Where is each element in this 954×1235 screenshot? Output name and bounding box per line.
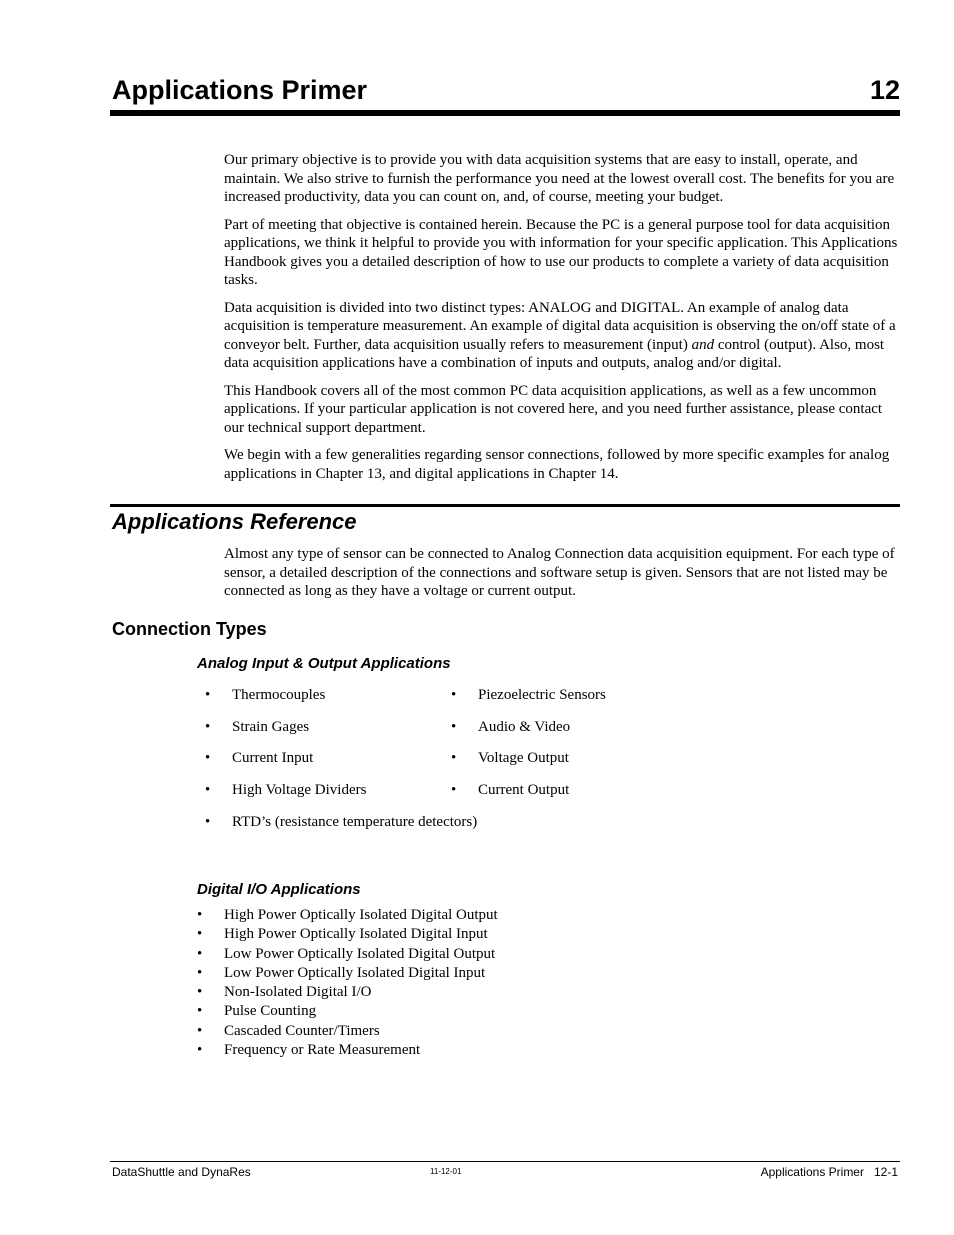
intro-paragraph-1: Our primary objective is to provide you with data acquisition systems that are easy to install, operate, and maintain. We also strive to furnish the performance you need at the lowest overall cost. The benefits for you are increased productivity, data you can count on, and, of course, meeting your budget. (224, 152, 895, 205)
bullet-icon: • (197, 1003, 203, 1020)
footer-product: DataShuttle and DynaRes (112, 1165, 251, 1179)
bullet-icon: • (197, 945, 203, 962)
intro-paragraph-4: This Handbook covers all of the most common PC data acquisition applications, as well as a few uncommon applications. If your particular application is not covered here, and you need further assistance, please contact our technical support department. (224, 382, 883, 436)
section-title: Applications Reference (112, 509, 357, 534)
list-item-label: Current Input (232, 750, 314, 766)
intro-paragraph-3 (224, 299, 900, 373)
bullet-icon: • (197, 984, 203, 1001)
list-item-label: Thermocouples (232, 687, 326, 703)
bullet-icon: • (197, 907, 203, 923)
list-item-label: Pulse Counting (224, 1003, 317, 1020)
footer-page: Applications Primer 12-1 (760, 1165, 898, 1179)
list-item-label: Strain Gages (232, 719, 310, 735)
page-footer (112, 1164, 898, 1180)
bullet-icon: • (451, 719, 457, 735)
section-rule (110, 504, 900, 507)
list-item-label: Low Power Optically Isolated Digital Input (224, 964, 486, 981)
intro-p3-text-end: control (output). Also, most data acquisition applications have a combination of inputs and outputs, analog and/or digital. (224, 336, 885, 371)
list-item-label: High Voltage Dividers (232, 782, 367, 798)
bullet-icon: • (205, 782, 211, 798)
intro-p3-emphasis: and (691, 336, 715, 353)
bullet-icon: • (205, 750, 211, 766)
chapter-rule (110, 110, 900, 116)
intro-paragraph-5: We begin with a few generalities regarding sensor connections, followed by more specific examples for analog applications in Chapter 13, and digital applications in Chapter 14. (224, 447, 890, 482)
chapter-title: Applications Primer (112, 75, 368, 105)
connection-types-heading: Connection Types (112, 619, 267, 639)
footer-rule (110, 1161, 900, 1162)
bullet-icon: • (205, 719, 211, 735)
intro-paragraph-2: Part of meeting that objective is contained herein. Because the PC is a general purpose tool for data acquisition applications, we think it helpful to provide you with information for your specific application. This Applications Handbook gives you a detailed description of how to use our products to complete a variety of data acquisition tasks. (224, 216, 898, 288)
bullet-icon: • (197, 1042, 203, 1059)
footer-date: 11-12-01 (430, 1167, 462, 1176)
bullet-icon: • (451, 687, 457, 703)
list-item-label: Audio & Video (478, 719, 571, 735)
analog-heading: Analog Input & Output Applications (197, 655, 451, 672)
chapter-number: 12 (869, 75, 900, 105)
list-item-label: Non-Isolated Digital I/O (224, 984, 372, 1001)
bullet-icon: • (451, 750, 457, 766)
list-item-label: Cascaded Counter/Timers (224, 1022, 380, 1039)
bullet-icon: • (197, 926, 203, 943)
list-item-label: RTD’s (resistance temperature detectors) (232, 814, 478, 830)
reference-text (224, 545, 900, 610)
chapter-header (112, 74, 900, 106)
bullet-icon: • (197, 964, 203, 981)
bullet-icon: • (205, 687, 211, 703)
list-item-label: Low Power Optically Isolated Digital Output (224, 945, 496, 962)
intro-text (224, 151, 900, 492)
list-item-label: Current Output (478, 782, 570, 798)
bullet-icon: • (197, 1022, 203, 1039)
digital-heading: Digital I/O Applications (197, 881, 361, 898)
intro-p3-text: Data acquisition is divided into two distinct types: ANALOG and DIGITAL. An example of analog data acquisition is temperature measurement. An example of digital data acquisition is observing the on/off state of a conveyor belt. Further, data acquisition usually refers to measurement (input) (224, 299, 896, 353)
reference-paragraph: Almost any type of sensor can be connected to Analog Connection data acquisition equipment. For each type of sensor, a detailed description of the connections and software setup is given. Sensors that are not listed may be connected as long as they have a voltage or current output. (224, 546, 895, 599)
list-item-label: Frequency or Rate Measurement (224, 1042, 421, 1059)
list-item-label: High Power Optically Isolated Digital Input (224, 926, 488, 943)
list-item-label: High Power Optically Isolated Digital Output (224, 907, 498, 923)
bullet-icon: • (205, 814, 211, 830)
list-item-label: Voltage Output (478, 750, 569, 766)
list-item-label: Piezoelectric Sensors (478, 687, 606, 703)
bullet-icon: • (451, 782, 457, 798)
